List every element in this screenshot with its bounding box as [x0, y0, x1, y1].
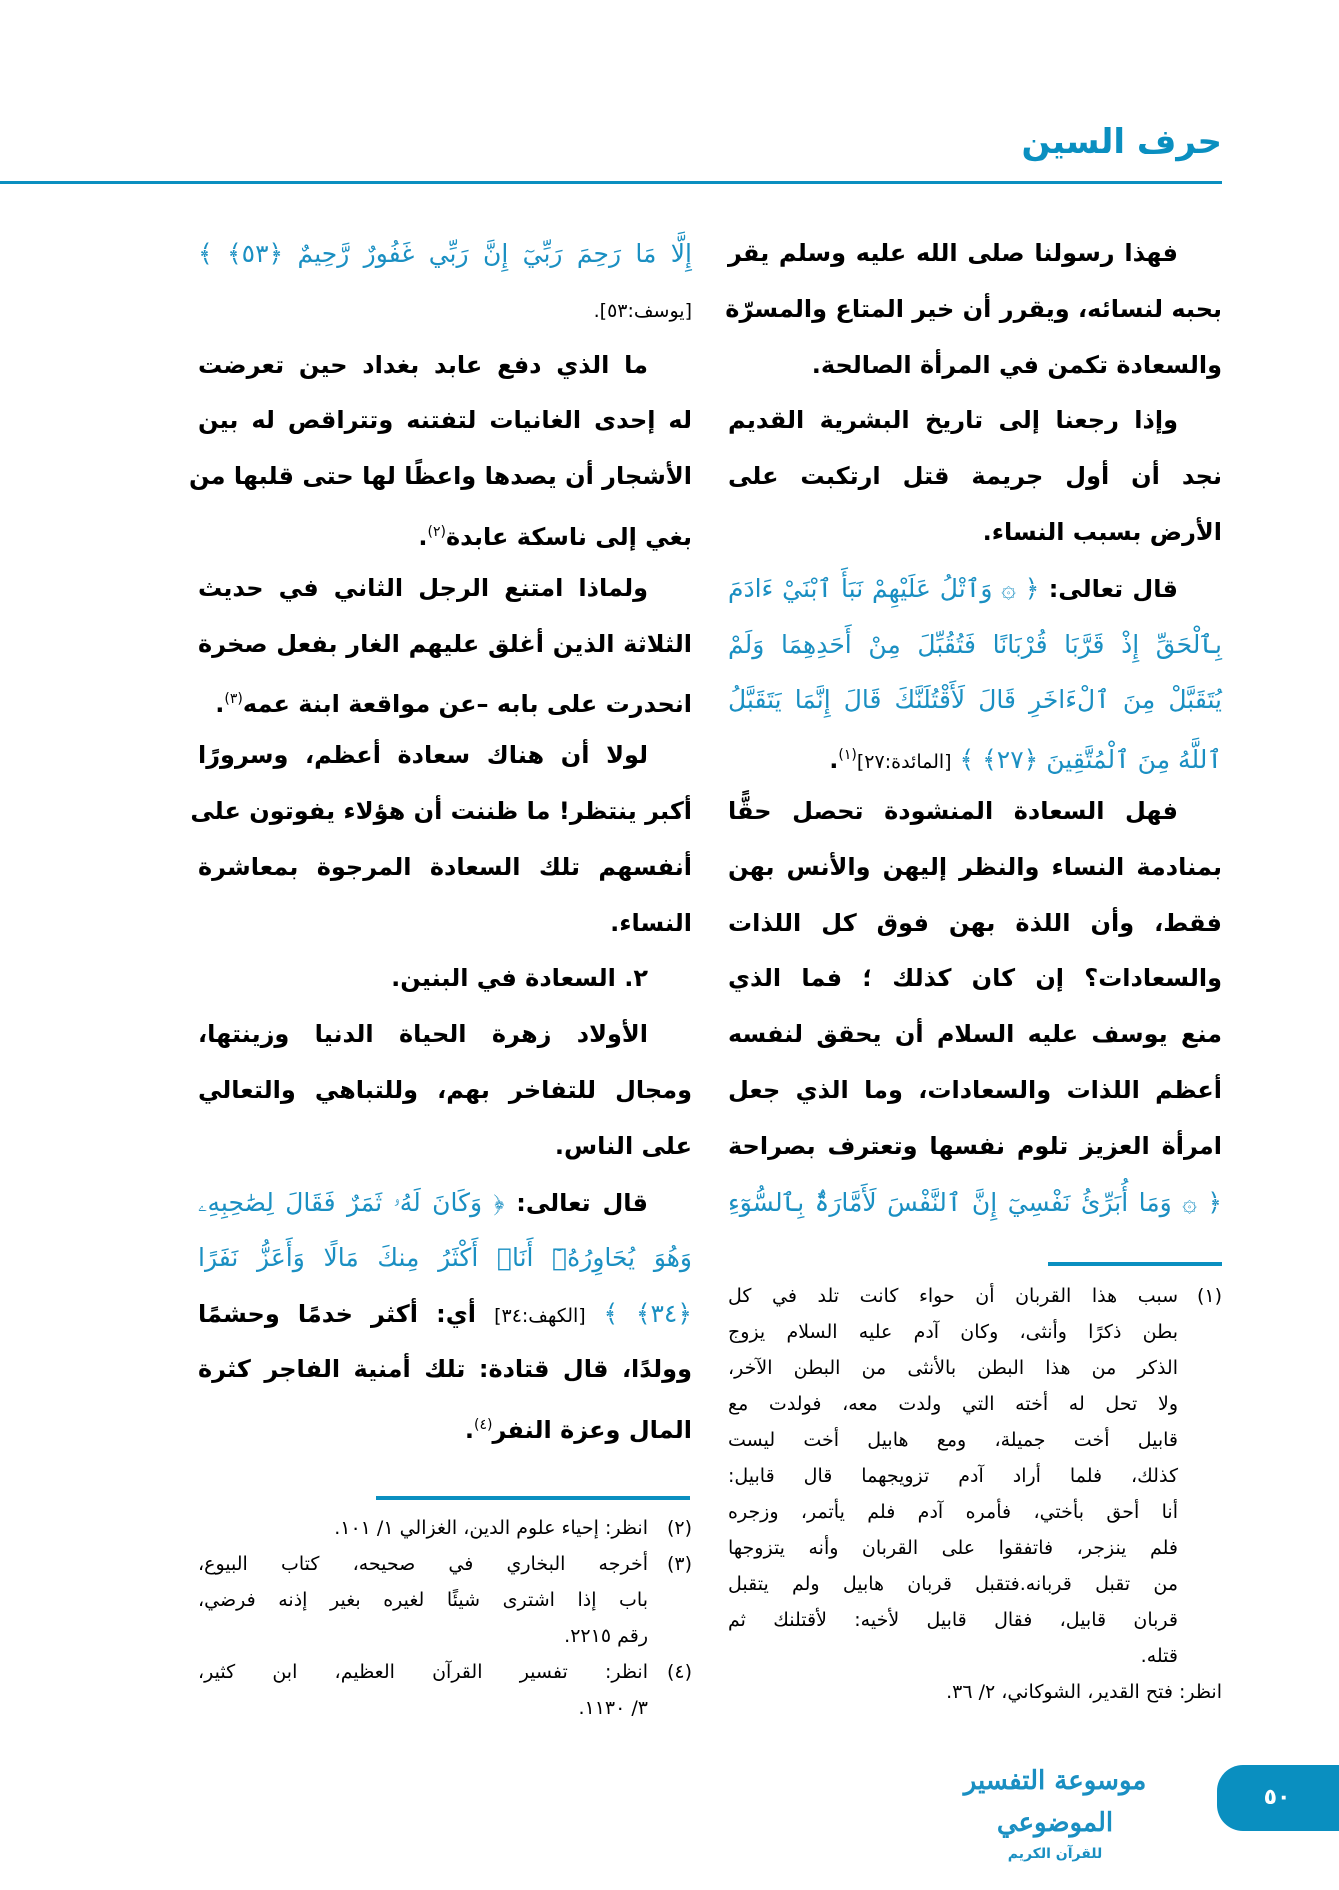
footnote-marker: (١) [838, 747, 857, 764]
text-line [728, 505, 1222, 561]
body-text: فهل السعادة المنشودة تحصل حقًّا [728, 796, 1178, 825]
footnote-text: قربان قابيل، فقال قابيل لأخيه: لأقتلنك ثم [728, 1609, 1178, 1631]
text-line [198, 1119, 692, 1175]
text-line [728, 951, 1222, 1007]
page-number: ٥٠ [1217, 1765, 1339, 1831]
text-line [198, 282, 692, 338]
quran-verse: وَهُوَ يُحَاوِرُهُۥٓ أَنَا۠ أَكْثَرُ مِنكَ مَالًا وَأَعَزُّ نَفَرًا [198, 1243, 692, 1273]
body-text: أكبر ينتظر! ما ظننت أن هؤلاء يفوتون على [190, 796, 692, 825]
quran-verse: ﴿ ۞ وَٱتْلُ عَلَيْهِمْ نَبَأَ ٱبْنَيْ ءَادَمَ [728, 573, 1040, 603]
body-text: انحدرت على بابه –عن مواقعة ابنة عمه [242, 690, 692, 719]
body-text: أعظم اللذات والسعادات، وما الذي جعل [728, 1075, 1222, 1104]
quran-verse: إِلَّا مَا رَحِمَ رَبِّيٓ إِنَّ رَبِّي غَفُورٌ رَّحِيمٌ ﴿٥٣﴾ ﴾ [198, 239, 692, 268]
body-text: ومجال للتفاخر بهم، وللتباهي والتعالي [198, 1075, 692, 1104]
body-text: بحبه لنسائه، ويقرر أن خير المتاع والمسرّة [725, 294, 1222, 323]
body-text: وولدًا، قال قتادة: تلك أمنية الفاجر كثرة [198, 1354, 692, 1383]
quran-verse: يُتَقَبَّلْ مِنَ ٱلْءَاخَرِ قَالَ لَأَقْتُلَنَّكَ قَالَ إِنَّمَا يَتَقَبَّلُ [728, 685, 1222, 715]
footnote-text: باب إذا اشترى شيئًا لغيره بغير إذنه فرضي، [198, 1589, 648, 1611]
text-line [198, 1230, 692, 1286]
footnote-number: (٢) [666, 1517, 692, 1539]
footnote-number: (٣) [666, 1553, 692, 1575]
footnote-text: رقم ٢٢١٥. [564, 1625, 648, 1647]
text-line [198, 1286, 692, 1342]
body-text: أي: أكثر خدمًا وحشمًا [198, 1300, 495, 1329]
footnote-text: ولا تحل له أخته التي ولدت معه، فولدت مع [728, 1393, 1178, 1415]
text-line [728, 1175, 1222, 1231]
footnote-marker: (٢) [427, 523, 446, 540]
body-text: امرأة العزيز تلوم نفسها وتعترف بصراحة [728, 1131, 1222, 1160]
footnote-line [728, 1530, 1222, 1566]
footnote-divider-right [1048, 1262, 1222, 1266]
left-column [189, 226, 692, 1454]
verse-reference: [الكهف:٣٤] [494, 1305, 586, 1328]
verse-reference: [يوسف:٥٣]. [593, 299, 692, 322]
footnote-line [198, 1546, 692, 1582]
text-line [198, 393, 692, 449]
body-text: فهذا رسولنا صلى الله عليه وسلم يقر [728, 239, 1178, 267]
text-line [728, 449, 1222, 505]
footnote-text: أنا أحق بأختي، فأمره آدم فلم يأتمر، وزجره [728, 1501, 1178, 1523]
text-line [198, 1007, 692, 1063]
body-text: وإذا رجعنا إلى تاريخ البشرية القديم [728, 406, 1178, 435]
footnote-line [728, 1638, 1222, 1674]
text-line [198, 896, 692, 952]
body-text: والسعادة تكمن في المرأة الصالحة. [811, 350, 1222, 379]
footnote-text: فلم ينزجر، فاتفقوا على القربان وأنه يتزوجها [728, 1537, 1178, 1559]
text-line [728, 226, 1222, 282]
body-text: قال تعالى: [1039, 574, 1178, 603]
body-text: . [418, 522, 428, 551]
text-line [198, 1398, 692, 1454]
text-line [728, 1007, 1222, 1063]
body-text: ٢. السعادة في البنين. [391, 964, 648, 993]
text-line [198, 1175, 692, 1231]
text-line [725, 282, 1222, 338]
footnote-marker: (٤) [474, 1416, 493, 1433]
body-text: قال تعالى: [504, 1188, 648, 1217]
footnote-line [728, 1314, 1222, 1350]
text-line [728, 393, 1222, 449]
footnote-text: سبب هذا القربان أن حواء كانت تلد في كل [728, 1285, 1178, 1307]
body-text: منع يوسف عليه السلام أن يحقق لنفسه [728, 1020, 1222, 1049]
text-line [728, 617, 1222, 673]
footnote-number: (١) [1196, 1285, 1222, 1307]
body-text: على الناس. [554, 1131, 692, 1160]
text-line [198, 617, 692, 673]
body-text: فقط، وأن اللذة بهن فوق كل اللذات [728, 908, 1222, 937]
footnote-line [728, 1386, 1222, 1422]
text-line [728, 338, 1222, 394]
body-text: لولا أن هناك سعادة أعظم، وسرورًا [198, 741, 648, 770]
verse-reference: [المائدة:٢٧] [856, 751, 952, 774]
quran-verse: ٱللَّهُ مِنَ ٱلْمُتَّقِينَ ﴿٢٧﴾ ﴾ [951, 745, 1222, 775]
footnote-line [728, 1278, 1222, 1314]
body-text: الأشجار أن يصدها واعظًا لها حتى قلبها من [189, 462, 692, 491]
footnote-text: قتله. [1140, 1645, 1178, 1667]
text-line [728, 896, 1222, 952]
footnote-text: كذلك، فلما أراد آدم تزويجهما قال قابيل: [728, 1465, 1178, 1487]
body-text: أنفسهم تلك السعادة المرجوة بمعاشرة [198, 852, 692, 881]
text-line [198, 1342, 692, 1398]
footnote-text: الذكر من هذا البطن بالأنثى من البطن الآخر، [728, 1357, 1178, 1379]
body-text: ما الذي دفع عابد بغداد حين تعرضت [198, 350, 648, 379]
body-text: والسعادات؟ إن كان كذلك ؛ فما الذي [728, 964, 1222, 993]
footnotes-right [728, 1278, 1222, 1710]
quran-verse: ﴿٣٤﴾ ﴾ [585, 1299, 692, 1329]
quran-verse: بِٱلْحَقِّ إِذْ قَرَّبَا قُرْبَانًا فَتُقُبِّلَ مِنْ أَحَدِهِمَا وَلَمْ [728, 629, 1222, 659]
footnote-marker: (٣) [224, 691, 243, 708]
text-line [198, 1063, 692, 1119]
right-column [725, 226, 1222, 1230]
text-line [189, 449, 692, 505]
text-line [190, 784, 692, 840]
footnote-line [728, 1674, 1222, 1710]
footnote-line [198, 1690, 692, 1726]
footnote-line [728, 1602, 1222, 1638]
text-line [728, 1119, 1222, 1175]
text-line [728, 728, 1222, 784]
footnote-line [728, 1566, 1222, 1602]
footnote-line [728, 1422, 1222, 1458]
body-text: له إحدى الغانيات لتفتنه وتتراقص له بين [198, 406, 692, 435]
quran-verse: ﴿ ۞ وَمَا أُبَرِّئُ نَفْسِيٓ إِنَّ ٱلنَّفْسَ لَأَمَّارَةٌۢ بِٱلسُّوٓءِ [728, 1187, 1222, 1217]
footnote-text: انظر: إحياء علوم الدين، الغزالي ١/ ١٠١. [334, 1517, 648, 1539]
text-line [198, 505, 692, 561]
text-line [198, 728, 692, 784]
body-text: النساء. [610, 908, 692, 937]
footnote-line [728, 1458, 1222, 1494]
body-text: المال وعزة النفر [492, 1415, 692, 1444]
body-text: نجد أن أول جريمة قتل ارتكبت على [728, 462, 1222, 491]
body-text: الثلاثة الذين أغلق عليهم الغار بفعل صخرة [198, 629, 692, 658]
text-line [728, 672, 1222, 728]
body-text: الأولاد زهرة الحياة الدنيا وزينتها، [198, 1020, 648, 1049]
footnote-number: (٤) [666, 1661, 692, 1683]
body-text: الأرض بسبب النساء. [982, 517, 1222, 546]
text-line [198, 561, 692, 617]
footnote-text: أخرجه البخاري في صحيحه، كتاب البيوع، [198, 1553, 648, 1575]
quran-verse: ﴿ وَكَانَ لَهُۥ ثَمَرٌ فَقَالَ لِصَٰحِبِهِۦ [198, 1187, 505, 1217]
body-text: بغي إلى ناسكة عابدة [445, 522, 692, 551]
chapter-title: حرف السين [1021, 122, 1222, 162]
footnote-line [198, 1654, 692, 1690]
text-line [198, 226, 692, 282]
footnote-text: ٣/ ١١٣٠. [578, 1697, 648, 1719]
text-line [728, 1063, 1222, 1119]
text-line [198, 338, 692, 394]
body-text: بمنادمة النساء والنظر إليهن والأنس بهن [728, 852, 1222, 881]
footnotes-left [198, 1510, 692, 1726]
text-line [728, 784, 1222, 840]
body-text: . [464, 1415, 474, 1444]
body-text: . [215, 690, 225, 719]
footnote-line [728, 1494, 1222, 1530]
footnote-line [198, 1582, 692, 1618]
text-line [728, 840, 1222, 896]
footnote-line [198, 1510, 692, 1546]
footnote-divider-left [376, 1496, 690, 1500]
text-line [728, 561, 1222, 617]
text-line [198, 840, 692, 896]
text-line [198, 672, 692, 728]
footnote-text: قابيل أخت جميلة، ومع هابيل أخت ليست [728, 1429, 1178, 1451]
footnote-text: انظر: فتح القدير، الشوكاني، ٢/ ٣٦. [946, 1681, 1222, 1703]
footnote-text: بطن ذكرًا وأنثى، وكان آدم عليه السلام يزوج [728, 1321, 1178, 1343]
text-line [198, 951, 692, 1007]
footnote-line [198, 1618, 692, 1654]
header-divider [0, 181, 1222, 184]
footnote-text: من تقبل قربانه.فتقبل قربان هابيل ولم يتقبل [728, 1573, 1178, 1595]
logo-title: موسوعة التفسير الموضوعي [963, 1766, 1147, 1838]
logo-subtitle: للقرآن الكريم [1007, 1846, 1103, 1862]
body-text: . [829, 746, 839, 775]
footnote-text: انظر: تفسير القرآن العظيم، ابن كثير، [198, 1661, 648, 1683]
body-text: ولماذا امتنع الرجل الثاني في حديث [198, 573, 648, 602]
footnote-line [728, 1350, 1222, 1386]
encyclopedia-logo [930, 1760, 1180, 1862]
